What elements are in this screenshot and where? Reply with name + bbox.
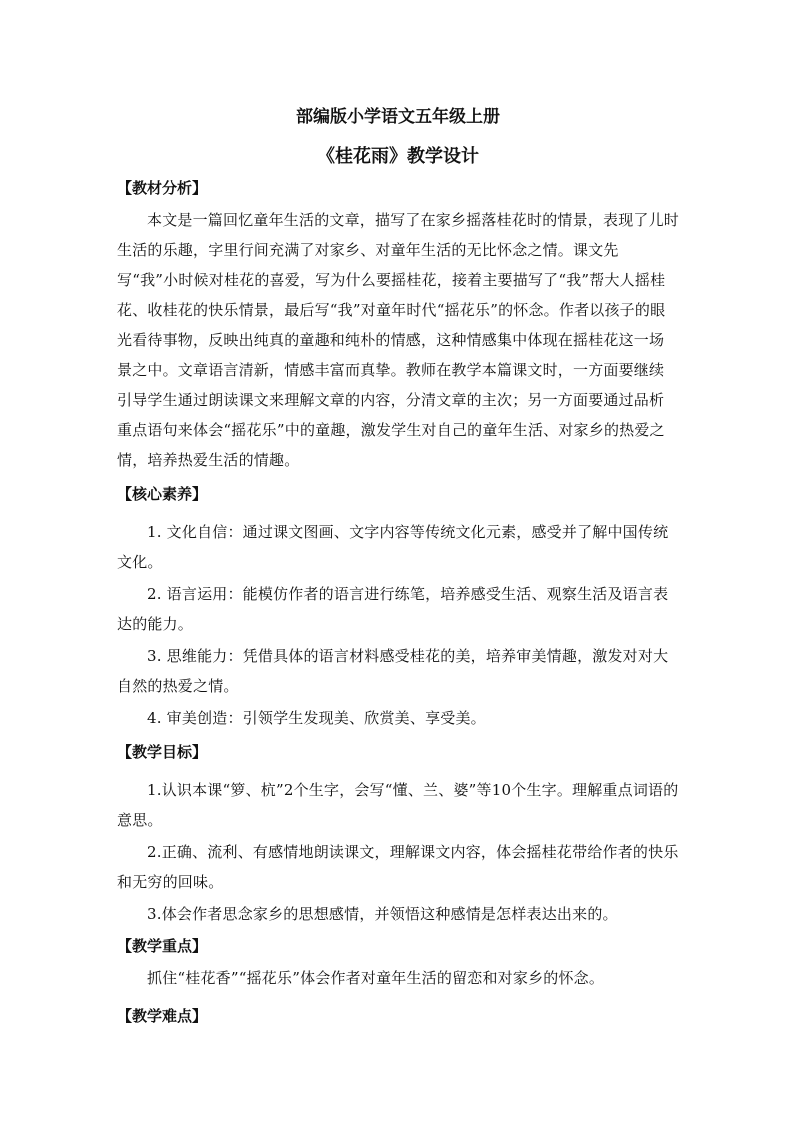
section-heading-focus: 【教学重点】 [117, 937, 208, 955]
section-heading-goals: 【教学目标】 [117, 743, 208, 761]
document-title: 部编版小学语文五年级上册 [296, 107, 500, 127]
section-heading-literacy: 【核心素养】 [117, 485, 208, 503]
goal-item: 3.体会作者思念家乡的思想感情，并领悟这种感情是怎样表达出来的。 [147, 905, 618, 923]
goal-item: 2.正确、流利、有感情地朗读课文，理解课文内容，体会摇桂花带给作者的快乐和无穷的回味。 [117, 843, 679, 891]
section-heading-analysis: 【教材分析】 [117, 179, 208, 197]
literacy-item: 1. 文化自信：通过课文图画、文字内容等传统文化元素，感受并了解中国传统文化。 [117, 523, 669, 571]
focus-paragraph: 抓住“桂花香”“摇花乐”体会作者对童年生活的留恋和对家乡的怀念。 [147, 969, 605, 987]
goal-item: 1.认识本课“箩、杭”2个生字，会写“懂、兰、婆”等10个生字。理解重点词语的意思。 [117, 781, 679, 829]
section-heading-difficulty: 【教学难点】 [117, 1007, 208, 1025]
literacy-item: 3. 思维能力：凭借具体的语言材料感受桂花的美，培养审美情趣，激发对对大自然的热爱之情。 [117, 647, 669, 695]
analysis-paragraph: 本文是一篇回忆童年生活的文章，描写了在家乡摇落桂花时的情景，表现了儿时生活的乐趣，字里行间充满了对家乡、对童年生活的无比怀念之情。课文先写“我”小时候对桂花的喜爱，写为什么要摇桂花，接着主要描写了“我”帮大人摇桂花、收桂花的快乐情景，最后写“我”对童年时代“摇花乐”的怀念。作者以孩子的眼光看待事物，反映出纯真的童趣和纯朴的情感，这种情感集中体现在摇桂花这一场景之中。文章语言清新，情感丰富而真挚。教师在教学本篇课文时，一方面要继续引导学生通过朗读课文来理解文章的内容，分清文章的主次；另一方面要通过品析重点语句来体会“摇花乐”中的童趣，激发学生对自己的童年生活、对家乡的热爱之情，培养热爱生活的情趣。 [117, 211, 680, 469]
document-subtitle: 《桂花雨》教学设计 [317, 146, 479, 167]
literacy-item: 4. 审美创造：引领学生发现美、欣赏美、享受美。 [147, 709, 486, 727]
literacy-item: 2. 语言运用：能模仿作者的语言进行练笔，培养感受生活、观察生活及语言表达的能力。 [117, 585, 669, 633]
document-content [117, 103, 679, 1033]
